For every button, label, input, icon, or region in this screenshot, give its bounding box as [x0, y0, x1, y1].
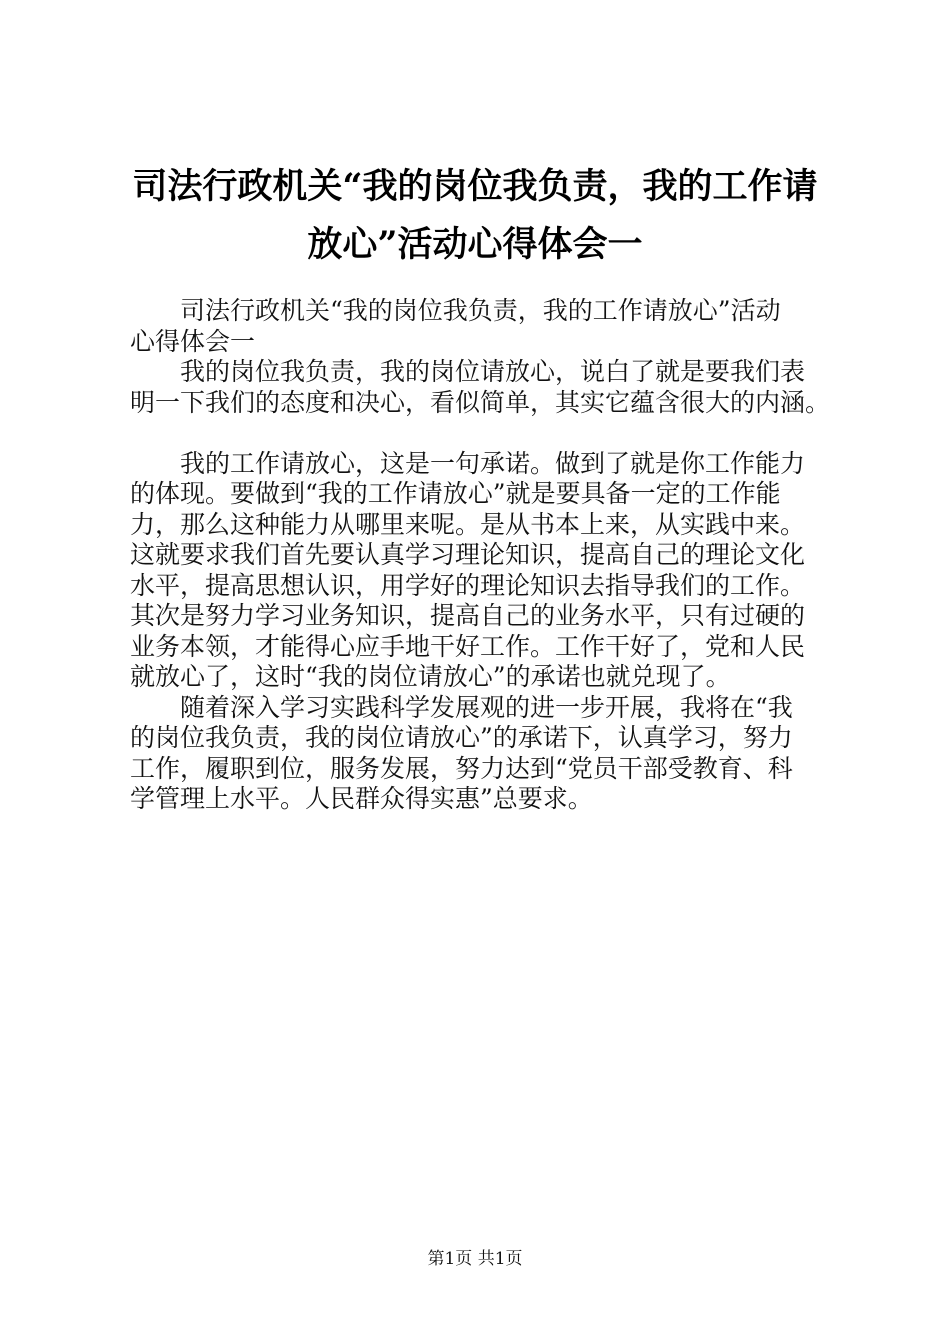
paragraph-line: 心得体会一: [130, 326, 256, 356]
paragraph-line: 学管理上水平。人民群众得实惠”总要求。: [130, 784, 593, 813]
paragraph: [130, 693, 836, 815]
paragraph-line: 明一下我们的态度和决心，看似简单，其实它蕴含很大的内涵。: [130, 387, 831, 417]
paragraph-line: 水平，提高思想认识，用学好的理论知识去指导我们的工作。: [130, 570, 806, 600]
paragraph-line: 的岗位我负责，我的岗位请放心”的承诺下，认真学习，努力: [130, 723, 793, 752]
document-title: [100, 158, 850, 274]
paragraph-line: 力，那么这种能力从哪里来呢。是从书本上来，从实践中来。: [130, 509, 806, 539]
paragraph: [130, 296, 836, 357]
paragraph-line: 我的工作请放心，这是一句承诺。做到了就是你工作能力: [180, 448, 806, 478]
paragraph-line: 就放心了，这时“我的岗位请放心”的承诺也就兑现了。: [130, 662, 731, 691]
paragraph-line: 业务本领，才能得心应手地干好工作。工作干好了，党和人民: [130, 631, 806, 661]
paragraph-line: 的体现。要做到“我的工作请放心”就是要具备一定的工作能: [130, 479, 781, 508]
title-line: 司法行政机关“我的岗位我负责，我的工作请: [132, 166, 818, 207]
blank-line: [130, 418, 836, 449]
paragraph-line: 我的岗位我负责，我的岗位请放心，说白了就是要我们表: [180, 357, 806, 386]
document-body: [130, 296, 836, 815]
paragraph-line: 司法行政机关“我的岗位我负责，我的工作请放心”活动: [180, 296, 781, 325]
paragraph-line: 其次是努力学习业务知识，提高自己的业务水平，只有过硬的: [130, 601, 806, 630]
paragraph: [130, 449, 836, 693]
paragraph-line: 工作，履职到位，服务发展，努力达到“党员干部受教育、科: [130, 753, 793, 783]
paragraph-line: 这就要求我们首先要认真学习理论知识，提高自己的理论文化: [130, 540, 806, 569]
paragraph: [130, 357, 836, 418]
page-number-footer: 第1页 共1页: [427, 1249, 523, 1269]
title-line: 放心”活动心得体会一: [307, 224, 643, 265]
paragraph-line: 随着深入学习实践科学发展观的进一步开展，我将在“我: [180, 692, 793, 722]
